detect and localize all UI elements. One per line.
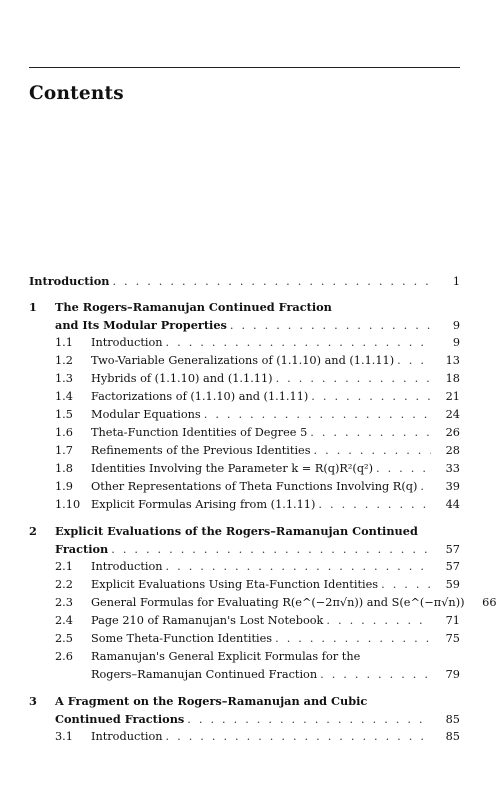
toc-section-row[interactable]	[29, 558, 460, 576]
section-number: 2.3	[55, 596, 73, 609]
leader-dots	[314, 442, 431, 460]
section-title: General Formulas for Evaluating R(e^(−2π√n)) and S(e^(−π√n))	[91, 596, 465, 609]
toc-page-number: 57	[445, 560, 460, 573]
leader-dots	[318, 496, 431, 514]
chapter-title: Explicit Evaluations of the Rogers–Ramanujan Continued	[55, 524, 418, 538]
chapter-3-heading-cont[interactable]	[29, 710, 460, 728]
toc-section-row[interactable]	[29, 424, 460, 442]
section-title: Other Representations of Theta Functions Involving R(q)	[91, 480, 418, 493]
toc-section-row[interactable]	[29, 496, 460, 514]
section-title: Introduction	[91, 730, 163, 743]
leader-dots	[311, 388, 431, 406]
leader-dots	[166, 334, 431, 352]
toc-page-number: 66	[482, 596, 497, 609]
toc-page-number: 1	[452, 275, 460, 288]
section-number: 1.5	[55, 408, 73, 421]
toc-entry-title: Introduction	[29, 274, 110, 288]
section-number: 2.6	[55, 650, 73, 663]
section-number: 1.10	[55, 498, 81, 511]
toc-entry-introduction[interactable]	[29, 272, 460, 290]
chapter-title: Fraction	[55, 542, 109, 556]
toc-page-number: 21	[445, 390, 460, 403]
leader-dots	[310, 424, 431, 442]
toc-page-number: 24	[445, 408, 460, 421]
toc-section-row-cont[interactable]	[29, 666, 460, 684]
toc-section-row[interactable]	[29, 576, 460, 594]
leader-dots	[111, 541, 431, 559]
chapter-1-heading-cont[interactable]	[29, 316, 460, 334]
toc-page-number: 44	[445, 498, 460, 511]
toc-section-row[interactable]	[29, 352, 460, 370]
section-title: Two-Variable Generalizations of (1.1.10) and (1.1.11)	[91, 354, 395, 367]
leader-dots	[381, 576, 431, 594]
section-number: 2.2	[55, 578, 73, 591]
section-title: Explicit Evaluations Using Eta-Function Identities	[91, 578, 379, 591]
section-title: Some Theta-Function Identities	[91, 632, 273, 645]
leader-dots	[166, 728, 431, 746]
toc-section-row[interactable]	[29, 478, 460, 496]
leader-dots	[397, 352, 431, 370]
page-title: Contents	[29, 83, 124, 104]
section-title: Factorizations of (1.1.10) and (1.1.11)	[91, 390, 309, 403]
leader-dots	[326, 612, 431, 630]
leader-dots	[320, 666, 431, 684]
toc-page-number: 85	[445, 730, 460, 743]
section-title: Theta-Function Identities of Degree 5	[91, 426, 308, 439]
leader-dots	[376, 460, 431, 478]
section-title: Ramanujan's General Explicit Formulas for the	[91, 650, 361, 663]
toc-section-row[interactable]	[29, 388, 460, 406]
toc-page-number: 13	[445, 354, 460, 367]
toc-section-row[interactable]	[29, 406, 460, 424]
chapter-2-heading[interactable]	[29, 522, 460, 540]
leader-dots	[166, 558, 431, 576]
leader-dots	[204, 406, 431, 424]
toc-page-number: 75	[445, 632, 460, 645]
toc-page-number: 57	[445, 543, 460, 556]
section-title: Rogers–Ramanujan Continued Fraction	[91, 668, 318, 681]
chapter-title: and Its Modular Properties	[55, 318, 227, 332]
leader-dots	[276, 370, 431, 388]
section-number: 1.6	[55, 426, 73, 439]
chapter-3-heading[interactable]	[29, 692, 460, 710]
section-title: Identities Involving the Parameter k = R(q)R²(q²)	[91, 462, 373, 475]
chapter-2-heading-cont[interactable]	[29, 540, 460, 558]
section-title: Refinements of the Previous Identities	[91, 444, 311, 457]
toc-section-row[interactable]	[29, 370, 460, 388]
toc-page-number: 39	[445, 480, 460, 493]
chapter-title: The Rogers–Ramanujan Continued Fraction	[55, 300, 332, 314]
toc-page-number: 28	[445, 444, 460, 457]
header-rule	[29, 67, 460, 68]
toc-section-row[interactable]	[29, 648, 460, 666]
table-of-contents	[29, 272, 497, 746]
toc-page-number: 26	[445, 426, 460, 439]
toc-page-number: 59	[445, 578, 460, 591]
toc-section-row[interactable]	[29, 460, 460, 478]
chapter-1-heading[interactable]	[29, 298, 460, 316]
leader-dots	[420, 478, 431, 496]
leader-dots	[275, 630, 431, 648]
section-number: 1.9	[55, 480, 73, 493]
section-number: 2.4	[55, 614, 73, 627]
toc-page-number: 71	[445, 614, 460, 627]
toc-section-row[interactable]	[29, 594, 497, 612]
toc-section-row[interactable]	[29, 612, 460, 630]
section-number: 1.4	[55, 390, 73, 403]
section-title: Introduction	[91, 560, 163, 573]
chapter-number: 2	[29, 524, 37, 538]
toc-page-number: 85	[445, 713, 460, 726]
section-title: Modular Equations	[91, 408, 201, 421]
toc-section-row[interactable]	[29, 728, 460, 746]
section-number: 2.5	[55, 632, 73, 645]
leader-dots	[112, 273, 431, 291]
section-title: Hybrids of (1.1.10) and (1.1.11)	[91, 372, 273, 385]
leader-dots	[187, 711, 431, 729]
toc-section-row[interactable]	[29, 630, 460, 648]
toc-page-number: 9	[452, 336, 460, 349]
toc-page-number: 79	[445, 668, 460, 681]
toc-page-number: 9	[452, 319, 460, 332]
toc-page-number: 18	[445, 372, 460, 385]
section-number: 1.7	[55, 444, 73, 457]
section-number: 3.1	[55, 730, 73, 743]
leader-dots	[230, 317, 431, 335]
toc-section-row[interactable]	[29, 334, 460, 352]
section-number: 2.1	[55, 560, 73, 573]
chapter-title: Continued Fractions	[55, 712, 185, 726]
section-number: 1.1	[55, 336, 73, 349]
section-title: Explicit Formulas Arising from (1.1.11)	[91, 498, 316, 511]
toc-section-row[interactable]	[29, 442, 460, 460]
section-title: Page 210 of Ramanujan's Lost Notebook	[91, 614, 324, 627]
section-title: Introduction	[91, 336, 163, 349]
chapter-title: A Fragment on the Rogers–Ramanujan and Cubic	[55, 694, 368, 708]
chapter-number: 1	[29, 300, 37, 314]
toc-page-number: 33	[445, 462, 460, 475]
section-number: 1.3	[55, 372, 73, 385]
section-number: 1.8	[55, 462, 73, 475]
chapter-number: 3	[29, 694, 37, 708]
section-number: 1.2	[55, 354, 73, 367]
